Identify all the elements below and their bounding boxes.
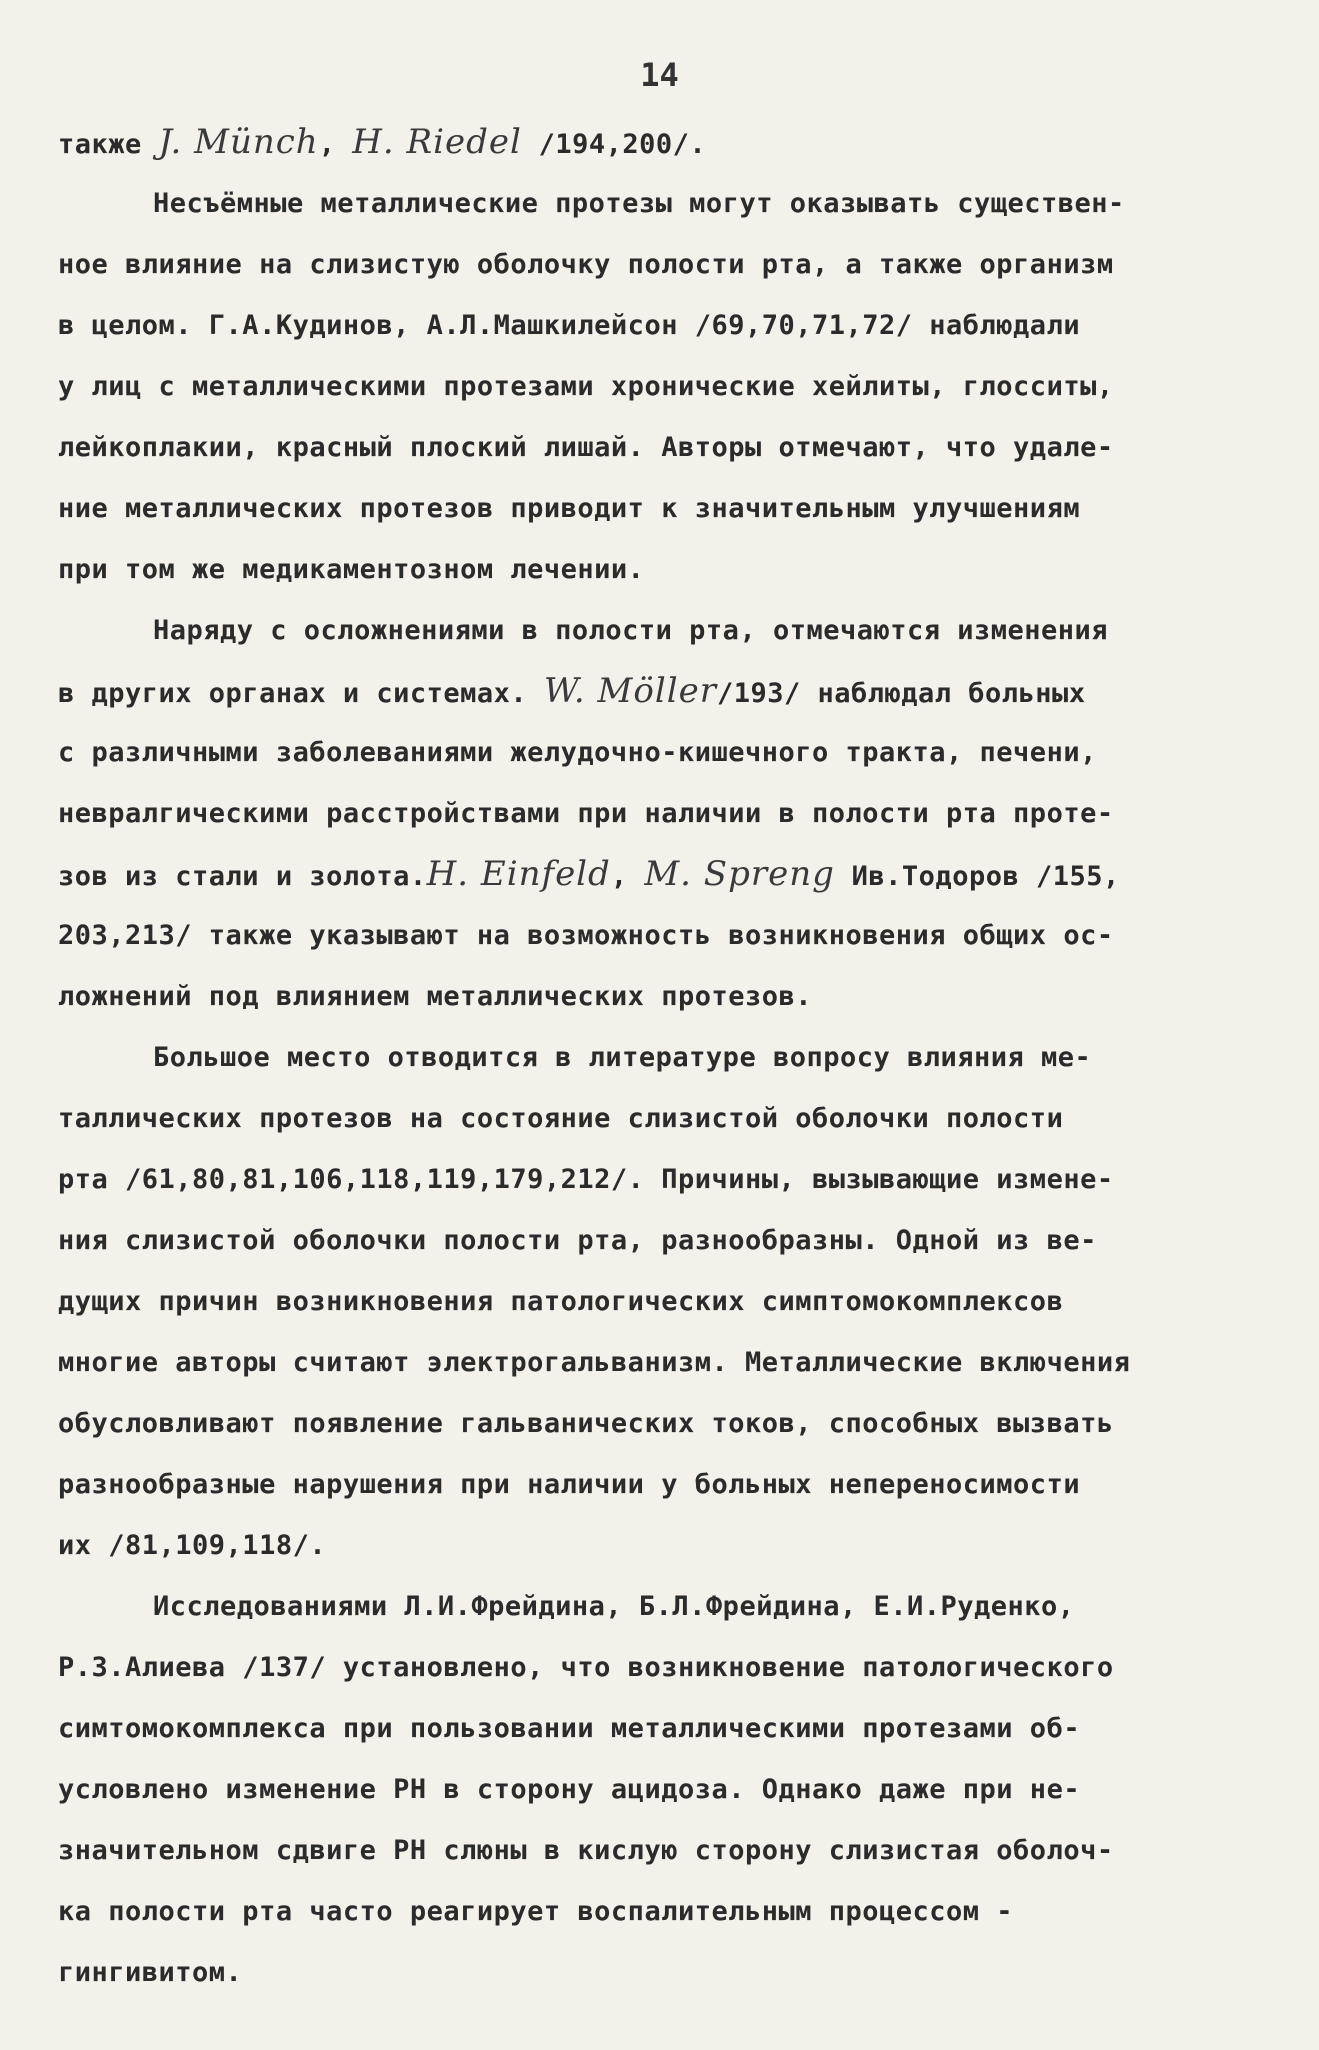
text-run: /194,200/. (538, 129, 707, 160)
text-line: Исследованиями Л.И.Фрейдина, Б.Л.Фрейдина, Е.И.Руденко, (153, 1591, 1075, 1622)
text-line: ное влияние на слизистую оболочку полости рта, а также организм (58, 249, 1114, 280)
text-line (58, 844, 1258, 905)
handwritten-name: H. Einfeld (426, 854, 611, 894)
handwritten-name: W. Möller (543, 671, 717, 711)
text-run: /193/ наблюдал больных (716, 678, 1086, 709)
text-line: ка полости рта часто реагирует воспалительным процессом - (58, 1896, 1014, 1927)
text-line: ложнений под влиянием металлических протезов. (58, 981, 812, 1012)
text-line: при том же медикаментозном лечении. (58, 554, 645, 585)
text-line: значительном сдвиге РН слюны в кислую сторону слизистая оболоч- (58, 1835, 1114, 1866)
text-line: рта /61,80,81,106,118,119,179,212/. Причины, вызывающие измене- (58, 1164, 1114, 1195)
text-run: в других органах и системах. (58, 678, 528, 709)
text-line: обусловливают появление гальванических токов, способных вызвать (58, 1408, 1114, 1439)
text-line: ние металлических протезов приводит к значительным улучшениям (58, 493, 1081, 524)
text-line: Несъёмные металлические протезы могут оказывать существен- (153, 188, 1125, 219)
text-line: гингивитом. (58, 1957, 243, 1988)
text-line: ния слизистой оболочки полости рта, разнообразны. Одной из ве- (58, 1225, 1097, 1256)
text-line: разнообразные нарушения при наличии у больных непереносимости (58, 1469, 1081, 1500)
handwritten-name: M. Spreng (644, 854, 835, 894)
text-run: , (610, 861, 628, 892)
document-body (58, 112, 1258, 2003)
text-line: Большое место отводится в литературе вопросу влияния ме- (153, 1042, 1092, 1073)
page-number: 14 (640, 56, 679, 94)
text-run: зов из стали и золота. (58, 861, 427, 892)
text-line (58, 661, 1258, 722)
text-line: невралгическими расстройствами при наличии в полости рта проте- (58, 798, 1114, 829)
text-run: Ив.Тодоров /155, (851, 861, 1120, 892)
handwritten-name: J. Münch (158, 122, 319, 162)
text-line: у лиц с металлическими протезами хронические хейлиты, глосситы, (58, 371, 1114, 402)
text-run: , (318, 129, 336, 160)
text-line: дущих причин возникновения патологических симптомокомплексов (58, 1286, 1064, 1317)
text-line: таллических протезов на состояние слизистой оболочки полости (58, 1103, 1064, 1134)
text-line: Наряду с осложнениями в полости рта, отмечаются изменения (153, 615, 1109, 646)
text-line: с различными заболеваниями желудочно-кишечного тракта, печени, (58, 737, 1097, 768)
text-line: Р.З.Алиева /137/ установлено, что возникновение патологического (58, 1652, 1114, 1683)
handwritten-name: H. Riedel (352, 122, 522, 162)
text-line: симтомокомплекса при пользовании металлическими протезами об- (58, 1713, 1081, 1744)
text-line: 203,213/ также указывают на возможность возникновения общих ос- (58, 920, 1114, 951)
text-run: также (58, 129, 142, 160)
text-line: их /81,109,118/. (58, 1530, 327, 1561)
text-line: условлено изменение РН в сторону ацидоза. Однако даже при не- (58, 1774, 1081, 1805)
text-line: многие авторы считают электрогальванизм. Металлические включения (58, 1347, 1131, 1378)
text-line: лейкоплакии, красный плоский лишай. Авторы отмечают, что удале- (58, 432, 1114, 463)
text-line: в целом. Г.А.Кудинов, А.Л.Машкилейсон /69,70,71,72/ наблюдали (58, 310, 1081, 341)
text-line (58, 112, 1258, 173)
